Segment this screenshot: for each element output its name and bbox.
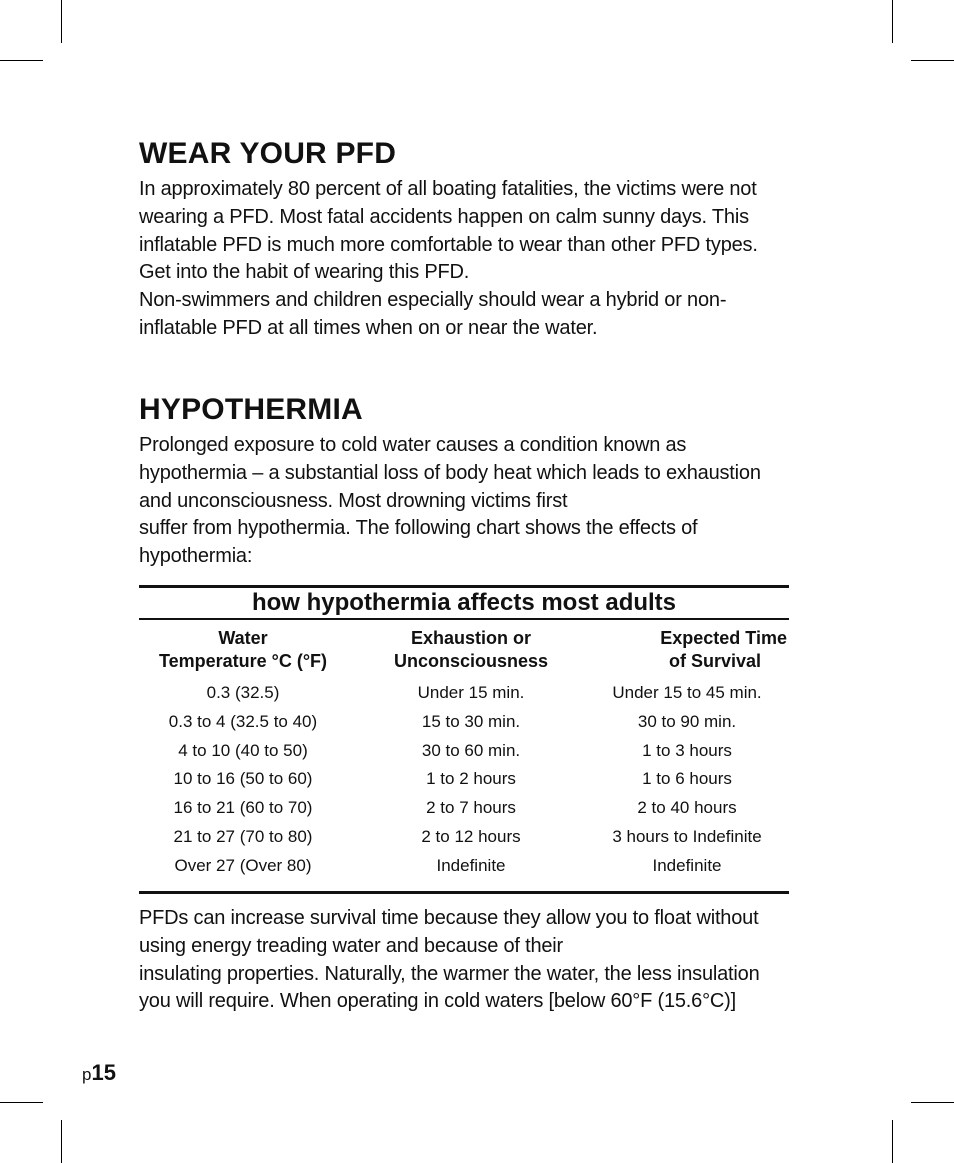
header-line: of Survival xyxy=(668,651,761,671)
crop-mark xyxy=(61,0,62,43)
table-cell: 10 to 16 (50 to 60) xyxy=(173,769,313,789)
table-title: how hypothermia affects most adults xyxy=(139,585,789,620)
table-row xyxy=(139,737,789,766)
header-survival xyxy=(587,627,787,673)
section-heading: HYPOTHERMIA xyxy=(139,393,363,426)
section-survival-note xyxy=(139,905,799,1016)
text-line: using energy treading water and because of their xyxy=(139,934,564,957)
text-line: wearing a PFD. Most fatal accidents happen on calm sunny days. This xyxy=(139,205,749,228)
table-cell: 4 to 10 (40 to 50) xyxy=(178,740,308,760)
text-line: inflatable PFD is much more comfortable to wear than other PFD types. xyxy=(139,233,758,256)
section-wear-pfd xyxy=(139,132,799,343)
table-body xyxy=(139,679,789,881)
table-header xyxy=(139,627,789,673)
header-line: Exhaustion or xyxy=(410,628,531,648)
table-cell: 0.3 to 4 (32.5 to 40) xyxy=(168,711,318,731)
section-heading: WEAR YOUR PFD xyxy=(139,137,397,170)
crop-mark xyxy=(892,0,893,43)
header-line: Temperature °C (°F) xyxy=(158,651,328,671)
crop-mark xyxy=(892,1120,893,1163)
text-line: insulating properties. Naturally, the warmer the water, the less insulation xyxy=(139,962,760,985)
crop-mark xyxy=(0,60,43,61)
table-cell: 1 to 2 hours xyxy=(426,769,516,789)
text-line: suffer from hypothermia. The following chart shows the effects of xyxy=(139,517,698,540)
table-bottom-rule xyxy=(139,881,789,894)
page-prefix: p xyxy=(82,1065,92,1084)
table-cell: 2 to 40 hours xyxy=(637,798,737,818)
text-line: PFDs can increase survival time because they allow you to float without xyxy=(139,907,759,929)
table-row xyxy=(139,794,789,823)
crop-mark xyxy=(0,1102,43,1103)
table-row xyxy=(139,765,789,794)
table-row xyxy=(139,823,789,852)
header-line: Unconsciousness xyxy=(393,651,549,671)
table-cell: 16 to 21 (60 to 70) xyxy=(173,798,313,818)
table-cell: 30 to 90 min. xyxy=(637,711,737,731)
header-water-temperature xyxy=(139,627,347,673)
header-exhaustion xyxy=(355,627,587,673)
table-cell: 3 hours to Indefinite xyxy=(612,826,762,846)
text-line: you will require. When operating in cold waters [below 60°F (15.6°C)] xyxy=(139,990,736,1013)
table-cell: 2 to 12 hours xyxy=(421,826,521,846)
crop-mark xyxy=(61,1120,62,1163)
table-cell: 1 to 3 hours xyxy=(642,740,732,760)
text-line: Non-swimmers and children especially should wear a hybrid or non- xyxy=(139,289,727,312)
table-cell: 2 to 7 hours xyxy=(426,798,516,818)
table-cell: Over 27 (Over 80) xyxy=(174,855,312,875)
section-hypothermia xyxy=(139,388,799,571)
table-cell: 30 to 60 min. xyxy=(421,740,521,760)
table-cell: Indefinite xyxy=(436,855,506,875)
text-line: inflatable PFD at all times when on or near the water. xyxy=(139,316,598,339)
section-body xyxy=(139,176,799,343)
text-line: In approximately 80 percent of all boating fatalities, the victims were not xyxy=(139,178,757,200)
hypothermia-table xyxy=(139,585,789,894)
table-cell: Under 15 to 45 min. xyxy=(612,683,762,702)
header-line: Expected Time xyxy=(660,628,787,648)
crop-mark xyxy=(911,1102,954,1103)
section-body xyxy=(139,432,799,571)
page-number-value: 15 xyxy=(91,1060,116,1085)
table-row xyxy=(139,708,789,737)
table-cell: Under 15 min. xyxy=(417,683,525,702)
header-line: Water xyxy=(218,628,268,648)
table-cell: Indefinite xyxy=(652,855,722,875)
text-line: hypothermia: xyxy=(139,545,253,568)
text-line: and unconsciousness. Most drowning victims first xyxy=(139,489,568,512)
table-cell: 15 to 30 min. xyxy=(421,711,521,731)
section-body xyxy=(139,905,799,1016)
table-cell: 1 to 6 hours xyxy=(642,769,732,789)
table-cell: 0.3 (32.5) xyxy=(206,683,280,702)
text-line: Prolonged exposure to cold water causes a condition known as xyxy=(139,434,687,456)
page-number xyxy=(82,1060,116,1086)
table-cell: 21 to 27 (70 to 80) xyxy=(173,826,313,846)
crop-mark xyxy=(911,60,954,61)
table-row xyxy=(139,679,789,708)
table-row xyxy=(139,852,789,881)
text-line: Get into the habit of wearing this PFD. xyxy=(139,261,470,284)
text-line: hypothermia – a substantial loss of body heat which leads to exhaustion xyxy=(139,461,761,484)
